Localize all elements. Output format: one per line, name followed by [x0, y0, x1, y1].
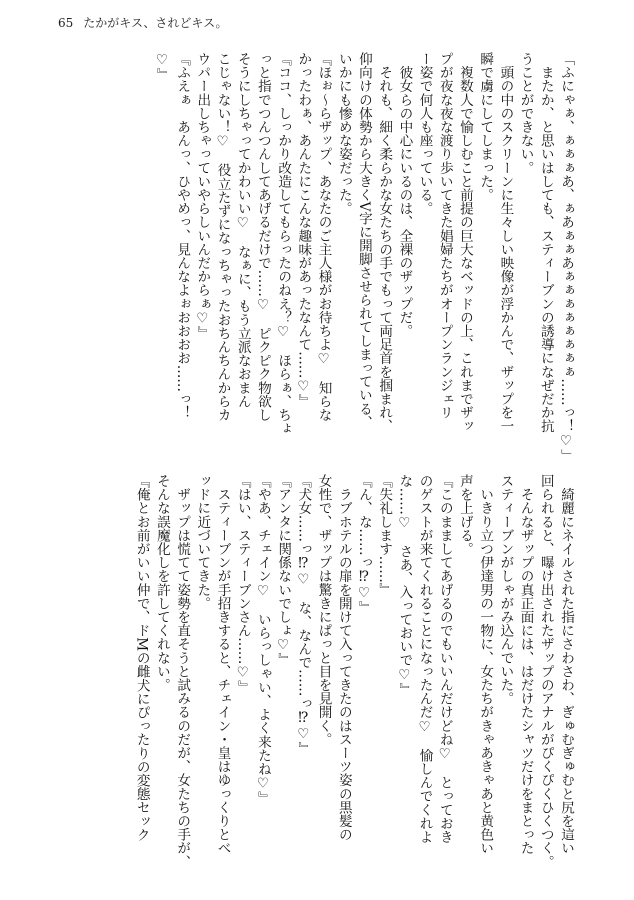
- text-line: 複数人で愉しむこと前提の巨大なベッドの上、これまでザッ: [456, 52, 473, 433]
- text-line: 『失礼します……』: [376, 474, 393, 597]
- text-line: 綺麗にネイルされた指にさわさわ、ぎゅむぎゅむと尻を這い: [558, 474, 574, 855]
- text-line: 『ふえぁ あんっ、ひやめっ、見んなよぉおおおお……っ！: [174, 52, 191, 420]
- text-line: うことができない。: [517, 52, 534, 175]
- text-line: 「ふにゃぁ、ぁぁぁあ、ぁあぁぁあぁぁぁぁぁぁぁぁ……っ！♡」: [558, 52, 574, 463]
- text-line: 『ココ、しっかり改造してもらったのねえ？♡ ほらぁ、ちょ: [275, 52, 292, 436]
- running-title: たかがキス、されどキス。: [83, 16, 228, 30]
- text-line: そうにしちゃってかわいい♡ なぁに、もう立派なおまん: [234, 52, 251, 408]
- text-line: 声を上げる。: [456, 474, 473, 556]
- text-line: 『ほぉ～らザップ、あなたのご主人様がお待ちよ♡ 知らな: [315, 52, 332, 422]
- text-line: ッドに近づいてきた。: [194, 474, 211, 610]
- text-line: スティーブンが手招きすると、チェイン・皇はゆっくりとべ: [214, 474, 231, 855]
- text-line: 『このまましてあげるのでもいいんだけどね♡ とっておき: [436, 474, 453, 844]
- text-line: いかにも惨めな姿だった。: [335, 52, 352, 216]
- text-line: ザップは慌てて姿勢を直そうと試みるのだが、女たちの手が、: [174, 474, 191, 869]
- text-line: ウパー出しちゃっていやらしいんだからぁ♡』: [194, 52, 211, 340]
- text-line: 『はい、スティーブンさん……♡』: [234, 474, 251, 694]
- text-line: 女性で、ザップは驚きにぱっと目を見開く。: [315, 474, 332, 746]
- text-line: 回られると、曝け出されたザップのアナルがぴくぴくひくつく。: [537, 474, 554, 869]
- text-line: そんなザップの真正面には、はだけたシャツだけをまとった: [517, 474, 534, 855]
- text-line: いきり立つ伊達男の一物に、女たちがきゃあきゃあと黄色い: [477, 474, 494, 855]
- text-line: 『俺とお前がいい仲で、ドMの雌犬にぴったりの変態セック: [133, 474, 150, 842]
- text-line: 瞬で虜にしてしまった。: [477, 52, 494, 202]
- running-header: [58, 14, 228, 31]
- text-line: 『犬女……っ⁉♡ な、なんで……っ⁉♡』: [295, 474, 312, 756]
- text-line: スティーブンがしゃがみ込んでいた。: [497, 474, 514, 706]
- text-line: それも、細く柔らかな女たちの手でもって両足首を掴まれ、: [376, 52, 393, 433]
- text-line: またか、と思いはしても、スティーブンの誘導になぜだか抗: [537, 52, 554, 433]
- text-block-top: [152, 52, 576, 463]
- text-line: そんな誤魔化しを許してくれない。: [153, 474, 170, 692]
- text-line: 『やあ、チェイン♡ いらっしゃい、よく来たね♡』: [254, 474, 271, 806]
- text-line: 『ん、な……っ⁉♡』: [355, 474, 372, 615]
- text-line: ♡』: [153, 52, 170, 82]
- text-line: 『アンタに関係ないでしょ♡』: [275, 474, 292, 667]
- text-line: 仰向けの体勢から大きくV字に開脚させられてしまっている、: [355, 52, 372, 430]
- text-line: っと指でつんつんしてあげるだけで……♡ ピクピク物欲し: [254, 52, 271, 422]
- text-line: こじゃない！♡ 役立たずになっちゃったおちんちんからカ: [214, 52, 231, 422]
- text-line: な……♡ さあ、入っておいで♡』: [396, 474, 413, 697]
- text-line: プが夜な夜な渡り歩いてきた娼婦たちがオープンランジェリ: [436, 52, 453, 420]
- text-line: ー姿で何人も座っている。: [416, 52, 433, 216]
- text-line: 頭の中のスクリーンに生々しい映像が浮かんで、ザップを一: [497, 52, 514, 433]
- page-number: 65: [58, 16, 74, 30]
- text-line: ラブホテルの扉を開けて入ってきたのはスーツ姿の黒髪の: [335, 474, 352, 842]
- text-line: のゲストが来てくれることになったんだ♡ 愉しんでくれよ: [416, 474, 433, 844]
- text-line: かったわぁ、あんたにこんな趣味があったなんて……♡』: [295, 52, 312, 408]
- text-line: 彼女らの中心にいるのは、全裸のザップだ。: [396, 52, 413, 338]
- text-block-bottom: [132, 474, 576, 869]
